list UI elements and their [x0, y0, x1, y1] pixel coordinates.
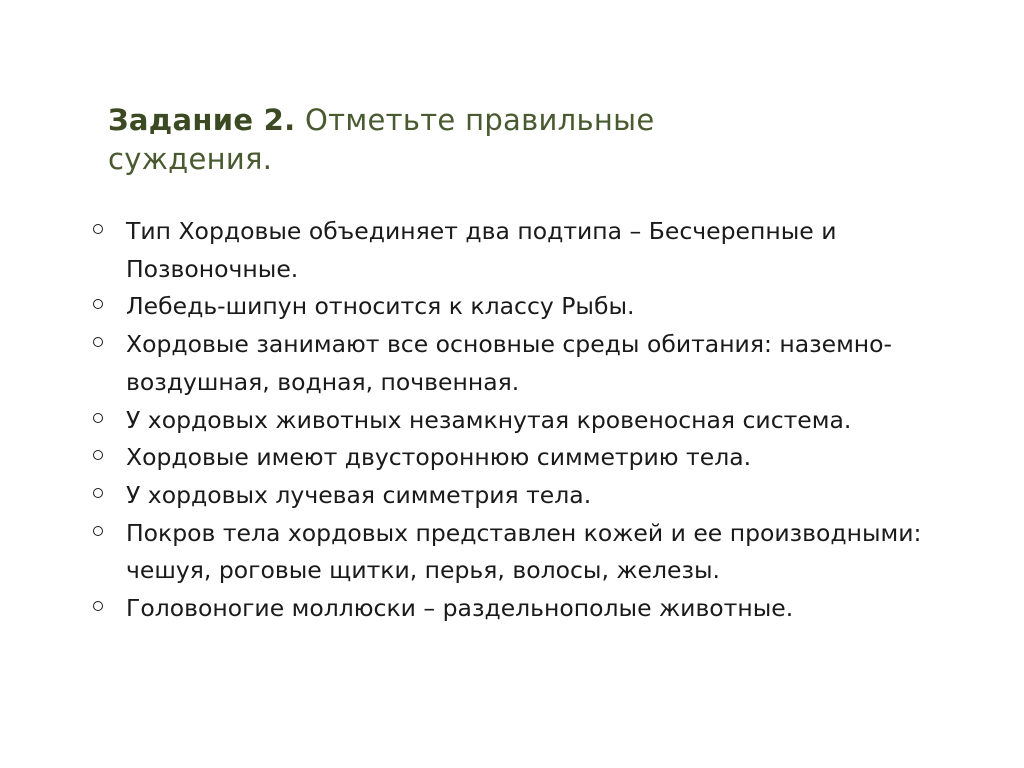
statement-text: У хордовых животных незамкнутая кровеносная система.: [126, 405, 852, 434]
statement-text: У хордовых лучевая симметрия тела.: [126, 480, 592, 509]
statement-item[interactable]: [90, 288, 930, 326]
hollow-circle-bullet-icon: [93, 337, 103, 347]
hollow-circle-bullet-icon: [93, 413, 103, 423]
statement-text: Тип Хордовые объединяет два подтипа – Бесчерепные и Позвоночные.: [126, 217, 837, 283]
statement-item[interactable]: [90, 515, 930, 590]
statement-item[interactable]: [90, 402, 930, 440]
task-title: [108, 101, 748, 179]
task-instruction: Отметьте правильные суждения.: [108, 103, 655, 176]
hollow-circle-bullet-icon: [93, 450, 103, 460]
statement-text: Хордовые занимают все основные среды обитания: наземно-воздушная, водная, почвенная.: [126, 330, 893, 396]
statement-text: Хордовые имеют двустороннюю симметрию тела.: [126, 443, 752, 472]
statement-text: Покров тела хордовых представлен кожей и ее производными: чешуя, роговые щитки, перья, волосы, железы.: [126, 518, 922, 585]
statement-item[interactable]: [90, 590, 930, 628]
hollow-circle-bullet-icon: [93, 224, 103, 234]
task-number: Задание 2.: [108, 103, 296, 137]
statement-item[interactable]: [90, 439, 930, 477]
statement-item[interactable]: [90, 213, 930, 288]
statement-text: Лебедь-шипун относится к классу Рыбы.: [126, 292, 635, 321]
hollow-circle-bullet-icon: [93, 488, 103, 498]
hollow-circle-bullet-icon: [93, 601, 103, 611]
statement-text: Головоногие моллюски – раздельнополые животные.: [126, 594, 794, 623]
hollow-circle-bullet-icon: [93, 299, 103, 309]
statement-item[interactable]: [90, 326, 930, 401]
hollow-circle-bullet-icon: [93, 526, 103, 536]
statement-item[interactable]: [90, 477, 930, 515]
statement-list: [90, 213, 930, 628]
